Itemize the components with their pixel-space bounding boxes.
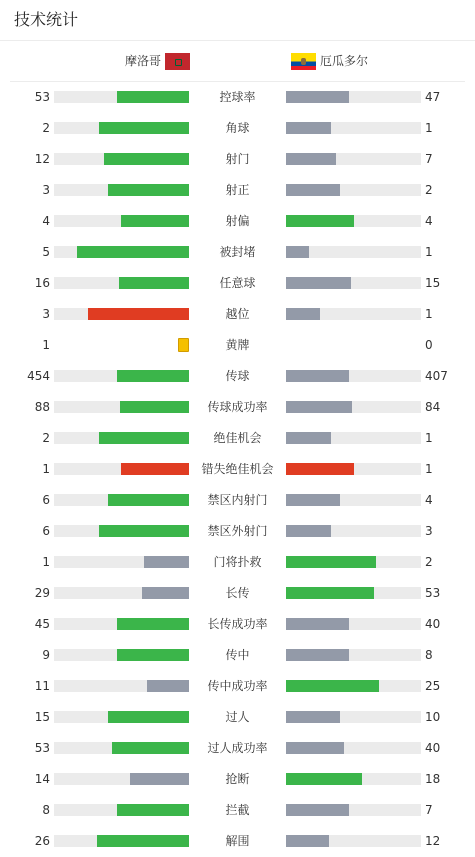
stat-label: 解围 (225, 834, 250, 848)
home-value: 16 (34, 276, 50, 290)
stat-label: 过人 (225, 710, 250, 724)
home-bar-fill (119, 277, 189, 289)
home-bar-track (54, 587, 189, 599)
stat-label: 过人成功率 (207, 741, 268, 755)
home-bar-track (54, 711, 189, 723)
away-bar-fill (286, 680, 379, 692)
stat-row (0, 733, 475, 764)
away-value: 1 (425, 431, 433, 445)
away-value: 8 (425, 648, 433, 662)
away-value: 1 (425, 462, 433, 476)
stat-row (0, 609, 475, 640)
home-bar-track (54, 122, 189, 134)
home-bar-fill (117, 370, 189, 382)
away-bar-track (286, 649, 421, 661)
stat-row (0, 237, 475, 268)
away-bar-fill (286, 401, 352, 413)
home-value: 11 (34, 679, 50, 693)
stat-row (0, 547, 475, 578)
away-bar-track (286, 773, 421, 785)
away-bar-fill (286, 246, 309, 258)
away-bar-fill (286, 184, 340, 196)
home-bar-fill (104, 153, 189, 165)
away-bar-fill (286, 308, 320, 320)
stat-label: 黄牌 (225, 338, 250, 352)
away-value: 4 (425, 493, 433, 507)
stat-label: 传球 (225, 369, 250, 383)
stat-label: 门将扑救 (213, 555, 262, 569)
away-value: 2 (425, 555, 433, 569)
away-bar-track (286, 742, 421, 754)
ecuador-flag-icon (291, 53, 316, 70)
home-value: 53 (34, 90, 50, 104)
home-value: 45 (34, 617, 50, 631)
home-bar-fill (97, 835, 189, 847)
stat-row (0, 361, 475, 392)
stat-row (0, 144, 475, 175)
home-value: 8 (42, 803, 50, 817)
away-bar-fill (286, 494, 340, 506)
away-value: 12 (425, 834, 441, 848)
stat-row (0, 113, 475, 144)
away-bar-fill (286, 711, 340, 723)
stat-row (0, 330, 475, 361)
home-bar-track (54, 277, 189, 289)
away-bar-track (286, 215, 421, 227)
away-bar-fill (286, 773, 362, 785)
away-bar-track (286, 463, 421, 475)
home-bar-fill (108, 184, 189, 196)
stat-label: 传球成功率 (207, 400, 268, 414)
away-bar-track (286, 308, 421, 320)
stat-row (0, 423, 475, 454)
home-value: 3 (42, 183, 50, 197)
away-bar-fill (286, 370, 349, 382)
stat-row (0, 516, 475, 547)
away-value: 40 (425, 617, 441, 631)
home-bar-fill (99, 525, 189, 537)
title-divider (0, 40, 475, 41)
stat-label: 传中成功率 (207, 679, 268, 693)
home-value: 15 (34, 710, 50, 724)
away-value: 25 (425, 679, 441, 693)
away-bar-fill (286, 587, 374, 599)
home-bar-fill (117, 91, 189, 103)
home-bar-track (54, 556, 189, 568)
home-bar-fill (120, 401, 189, 413)
home-bar-fill (117, 649, 189, 661)
stat-label: 射门 (225, 152, 250, 166)
home-bar-track (54, 91, 189, 103)
home-bar-track (54, 494, 189, 506)
away-value: 2 (425, 183, 433, 197)
home-bar-fill (77, 246, 189, 258)
home-bar-track (54, 370, 189, 382)
home-value: 14 (34, 772, 50, 786)
home-bar-track (54, 742, 189, 754)
team-header (0, 50, 475, 72)
stat-row (0, 299, 475, 330)
home-bar-fill (130, 773, 189, 785)
stat-label: 任意球 (219, 276, 256, 290)
stat-row (0, 82, 475, 113)
away-team (291, 50, 368, 72)
stat-label: 禁区内射门 (207, 493, 268, 507)
away-bar-fill (286, 804, 349, 816)
away-value: 0 (425, 338, 433, 352)
home-bar-track (54, 184, 189, 196)
stat-row (0, 268, 475, 299)
home-value: 12 (34, 152, 50, 166)
home-bar-fill (142, 587, 189, 599)
away-bar-fill (286, 215, 354, 227)
stat-row (0, 392, 475, 423)
away-bar-fill (286, 463, 354, 475)
away-team-name: 厄瓜多尔 (320, 54, 369, 68)
home-team-name: 摩洛哥 (124, 54, 161, 68)
home-bar-track (54, 525, 189, 537)
stat-label: 禁区外射门 (207, 524, 268, 538)
away-bar-fill (286, 122, 331, 134)
away-bar-track (286, 432, 421, 444)
home-bar-fill (99, 432, 189, 444)
away-bar-track (286, 835, 421, 847)
yellow-card-icon (178, 338, 189, 352)
home-value: 88 (34, 400, 50, 414)
away-value: 4 (425, 214, 433, 228)
home-bar-track (54, 618, 189, 630)
stat-label: 拦截 (225, 803, 250, 817)
home-value: 454 (27, 369, 50, 383)
away-bar-track (286, 618, 421, 630)
stat-row (0, 795, 475, 826)
away-bar-track (286, 587, 421, 599)
home-value: 26 (34, 834, 50, 848)
away-bar-track (286, 246, 421, 258)
away-bar-track (286, 153, 421, 165)
stat-row (0, 826, 475, 857)
home-bar-fill (121, 215, 189, 227)
home-team (125, 50, 190, 72)
away-value: 7 (425, 152, 433, 166)
home-bar-track (54, 215, 189, 227)
away-value: 84 (425, 400, 441, 414)
home-bar-fill (117, 618, 189, 630)
away-bar-fill (286, 525, 331, 537)
away-value: 1 (425, 245, 433, 259)
stat-row (0, 206, 475, 237)
stat-label: 长传成功率 (207, 617, 268, 631)
stat-label: 绝佳机会 (213, 431, 262, 445)
morocco-flag-icon (165, 53, 190, 70)
home-value: 1 (42, 338, 50, 352)
away-bar-fill (286, 432, 331, 444)
home-value: 2 (42, 121, 50, 135)
home-bar-fill (121, 463, 189, 475)
away-bar-track (286, 370, 421, 382)
away-bar-track (286, 122, 421, 134)
home-bar-track (54, 835, 189, 847)
stat-row (0, 485, 475, 516)
away-bar-fill (286, 742, 344, 754)
home-bar-fill (144, 556, 189, 568)
stat-label: 长传 (225, 586, 250, 600)
away-bar-track (286, 494, 421, 506)
away-bar-track (286, 277, 421, 289)
away-bar-track (286, 91, 421, 103)
home-value: 5 (42, 245, 50, 259)
home-bar-fill (147, 680, 189, 692)
home-bar-track (54, 153, 189, 165)
home-value: 6 (42, 524, 50, 538)
away-value: 3 (425, 524, 433, 538)
home-value: 2 (42, 431, 50, 445)
away-value: 15 (425, 276, 441, 290)
stat-label: 角球 (225, 121, 250, 135)
away-bar-track (286, 401, 421, 413)
away-value: 407 (425, 369, 448, 383)
home-value: 1 (42, 555, 50, 569)
stat-label: 控球率 (219, 90, 256, 104)
home-bar-track (54, 432, 189, 444)
away-bar-fill (286, 835, 329, 847)
stat-row (0, 640, 475, 671)
away-bar-track (286, 804, 421, 816)
stat-row (0, 454, 475, 485)
stat-row (0, 671, 475, 702)
home-bar-track (54, 680, 189, 692)
away-bar-fill (286, 556, 376, 568)
away-bar-fill (286, 91, 349, 103)
away-bar-track (286, 556, 421, 568)
away-value: 40 (425, 741, 441, 755)
away-value: 47 (425, 90, 441, 104)
stat-label: 射正 (225, 183, 250, 197)
away-bar-fill (286, 649, 349, 661)
stat-label: 抢断 (225, 772, 250, 786)
home-bar-track (54, 773, 189, 785)
away-bar-fill (286, 618, 349, 630)
home-value: 9 (42, 648, 50, 662)
away-bar-fill (286, 277, 351, 289)
away-bar-track (286, 184, 421, 196)
stat-row (0, 578, 475, 609)
home-bar-fill (88, 308, 189, 320)
home-bar-fill (99, 122, 189, 134)
away-bar-track (286, 680, 421, 692)
page-title: 技术统计 (14, 10, 79, 29)
home-bar-track (54, 463, 189, 475)
away-value: 1 (425, 121, 433, 135)
home-bar-track (54, 246, 189, 258)
home-bar-track (54, 804, 189, 816)
home-bar-fill (108, 711, 189, 723)
away-value: 7 (425, 803, 433, 817)
stat-label: 射偏 (225, 214, 250, 228)
stat-row (0, 175, 475, 206)
away-value: 18 (425, 772, 441, 786)
home-value: 4 (42, 214, 50, 228)
away-bar-track (286, 711, 421, 723)
home-value: 3 (42, 307, 50, 321)
home-value: 29 (34, 586, 50, 600)
home-bar-fill (117, 804, 189, 816)
home-bar-track (54, 401, 189, 413)
stat-row (0, 702, 475, 733)
away-value: 1 (425, 307, 433, 321)
away-value: 53 (425, 586, 441, 600)
home-bar-track (54, 308, 189, 320)
home-value: 53 (34, 741, 50, 755)
stat-label: 被封堵 (219, 245, 256, 259)
stat-label: 传中 (225, 648, 250, 662)
away-value: 10 (425, 710, 441, 724)
stat-row (0, 764, 475, 795)
home-value: 1 (42, 462, 50, 476)
away-bar-fill (286, 153, 336, 165)
home-bar-fill (108, 494, 189, 506)
home-bar-track (54, 649, 189, 661)
home-bar-fill (112, 742, 189, 754)
home-value: 6 (42, 493, 50, 507)
stat-label: 错失绝佳机会 (201, 462, 274, 476)
away-bar-track (286, 525, 421, 537)
stat-label: 越位 (225, 307, 250, 321)
